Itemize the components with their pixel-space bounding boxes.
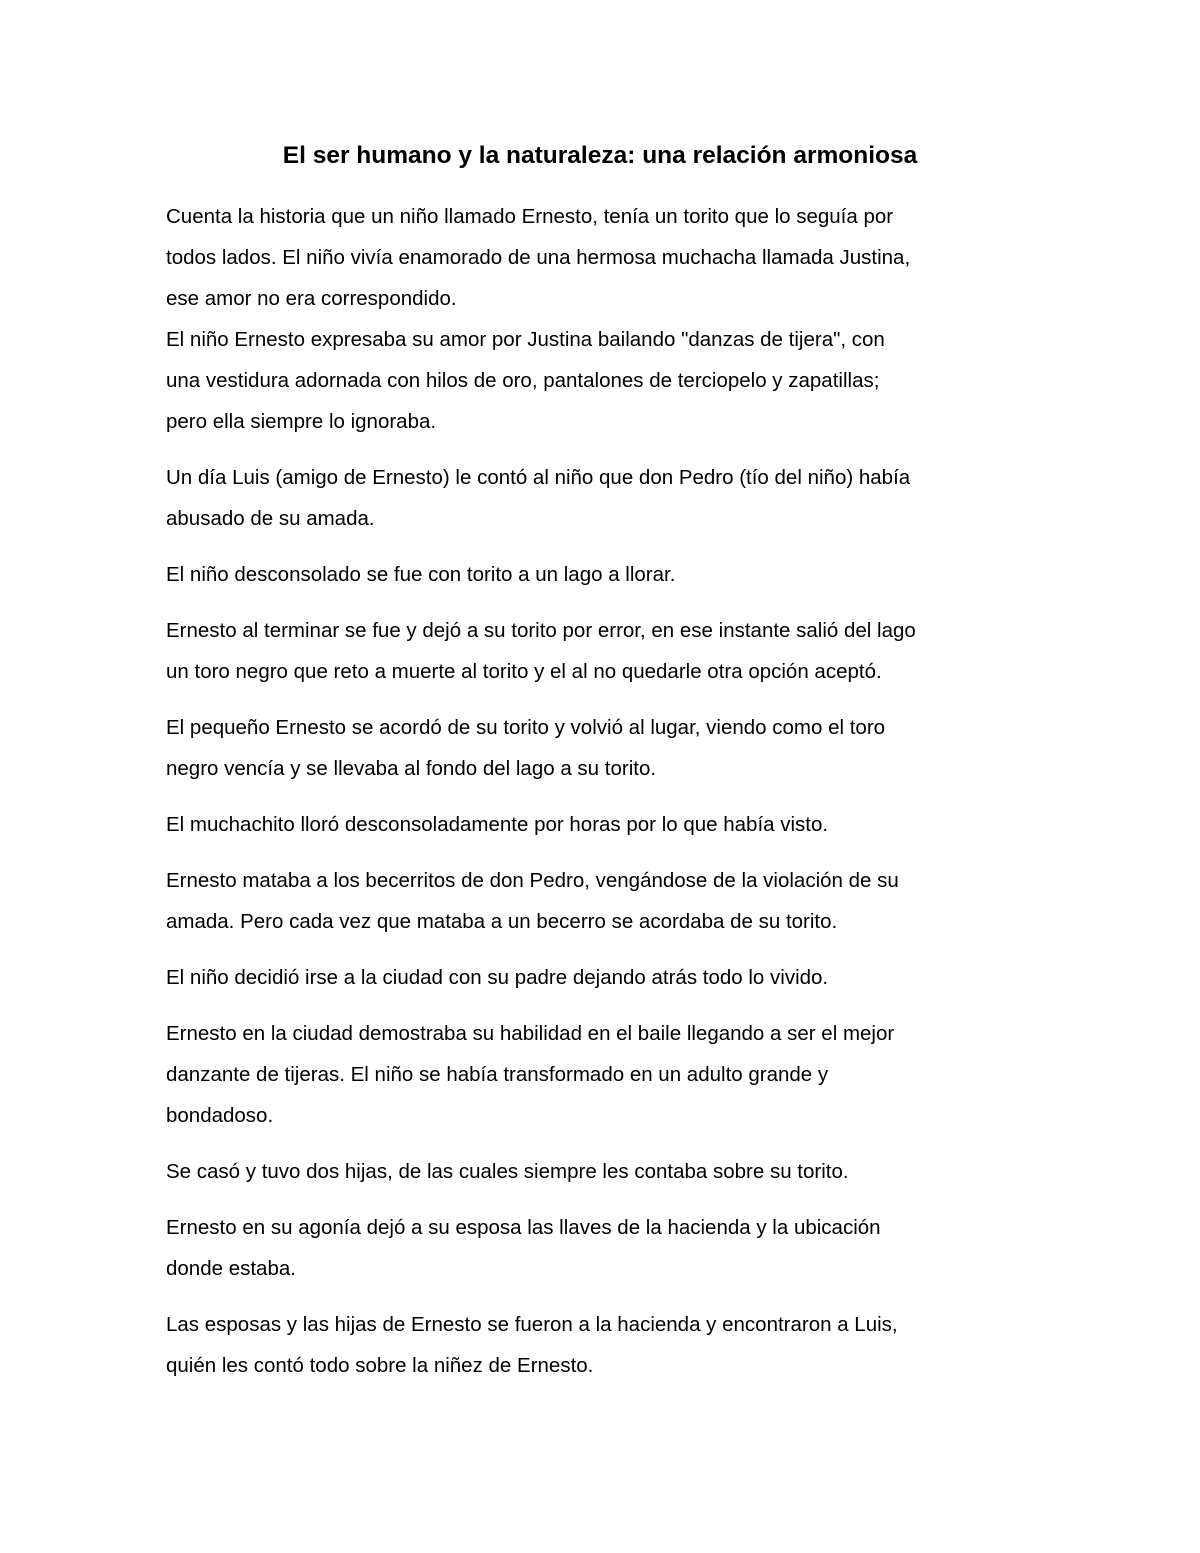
text-line: abusado de su amada. [166, 507, 375, 530]
paragraph-1 [166, 196, 1066, 319]
document-body [166, 196, 1066, 1401]
paragraph-3 [166, 457, 1066, 539]
text-line: una vestidura adornada con hilos de oro, pantalones de terciopelo y zapatillas; [166, 369, 880, 392]
text-line: El niño desconsolado se fue con torito a un lago a llorar. [166, 563, 676, 586]
text-line: danzante de tijeras. El niño se había transformado en un adulto grande y [166, 1063, 829, 1086]
paragraph-10 [166, 1013, 1066, 1136]
text-line: un toro negro que reto a muerte al torito y el al no quedarle otra opción aceptó. [166, 660, 882, 683]
paragraph-11 [166, 1151, 1066, 1192]
paragraph-13 [166, 1304, 1066, 1386]
text-line: Ernesto en su agonía dejó a su esposa las llaves de la hacienda y la ubicación [166, 1216, 881, 1239]
text-line: Ernesto al terminar se fue y dejó a su torito por error, en ese instante salió del lago [166, 619, 916, 642]
text-line: El pequeño Ernesto se acordó de su torito y volvió al lugar, viendo como el toro [166, 716, 886, 739]
text-line: El niño Ernesto expresaba su amor por Justina bailando "danzas de tijera", con [166, 328, 885, 351]
text-line: negro vencía y se llevaba al fondo del lago a su torito. [166, 757, 657, 780]
paragraph-6 [166, 707, 1066, 789]
text-line: El muchachito lloró desconsoladamente por horas por lo que había visto. [166, 813, 829, 836]
document-title: El ser humano y la naturaleza: una relación armoniosa [282, 142, 918, 169]
text-line: todos lados. El niño vivía enamorado de una hermosa muchacha llamada Justina, [166, 246, 911, 269]
paragraph-2 [166, 319, 1066, 442]
text-line: quién les contó todo sobre la niñez de Ernesto. [166, 1354, 594, 1377]
text-line: Cuenta la historia que un niño llamado Ernesto, tenía un torito que lo seguía por [166, 205, 894, 228]
text-line: pero ella siempre lo ignoraba. [166, 410, 437, 433]
text-line: donde estaba. [166, 1257, 296, 1280]
text-line: ese amor no era correspondido. [166, 287, 457, 310]
text-line: bondadoso. [166, 1104, 274, 1127]
text-line: Se casó y tuvo dos hijas, de las cuales siempre les contaba sobre su torito. [166, 1160, 849, 1183]
paragraph-4 [166, 554, 1066, 595]
paragraph-9 [166, 957, 1066, 998]
paragraph-12 [166, 1207, 1066, 1289]
paragraph-5 [166, 610, 1066, 692]
text-line: Las esposas y las hijas de Ernesto se fueron a la hacienda y encontraron a Luis, [166, 1313, 898, 1336]
text-line: amada. Pero cada vez que mataba a un becerro se acordaba de su torito. [166, 910, 838, 933]
text-line: Un día Luis (amigo de Ernesto) le contó al niño que don Pedro (tío del niño) había [166, 466, 911, 489]
text-line: Ernesto mataba a los becerritos de don Pedro, vengándose de la violación de su [166, 869, 899, 892]
text-line: El niño decidió irse a la ciudad con su padre dejando atrás todo lo vivido. [166, 966, 829, 989]
paragraph-7 [166, 804, 1066, 845]
paragraph-8 [166, 860, 1066, 942]
text-line: Ernesto en la ciudad demostraba su habilidad en el baile llegando a ser el mejor [166, 1022, 895, 1045]
